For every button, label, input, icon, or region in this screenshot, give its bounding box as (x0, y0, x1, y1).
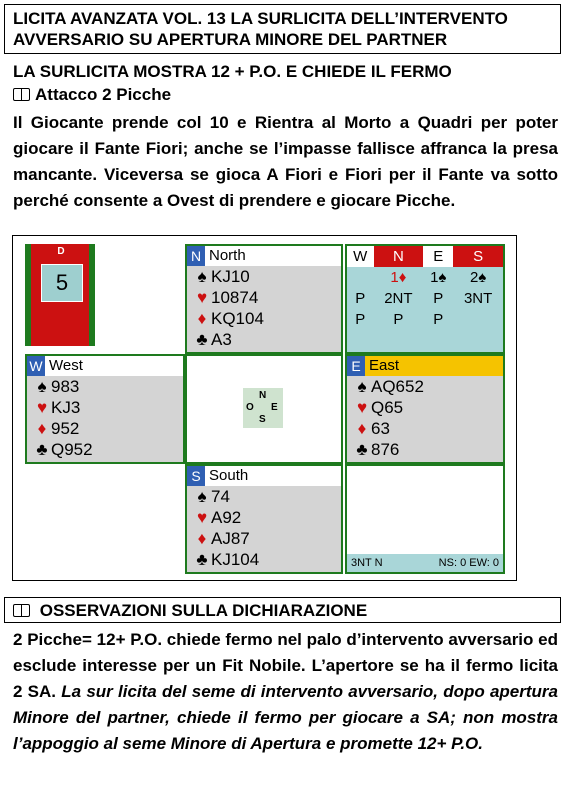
subtitle: LA SURLICITA MOSTRA 12 + P.O. E CHIEDE IL FERMO (13, 62, 452, 81)
diamond-icon: ♦ (197, 309, 207, 328)
bidding-table (347, 246, 503, 330)
heart-icon: ♥ (36, 398, 48, 417)
seat-badge: N (187, 246, 205, 266)
club-icon: ♣ (356, 440, 368, 459)
contract-box (345, 464, 505, 574)
compass-south: S (259, 414, 266, 425)
hand-west (25, 354, 185, 464)
observations-text (13, 627, 558, 757)
compass-east: E (271, 402, 278, 413)
lead-line (13, 84, 171, 105)
hearts-holding: KJ3 (51, 398, 81, 417)
bid-cell: 2♠ (469, 269, 487, 286)
heart-icon: ♥ (196, 288, 208, 307)
hand-name: West (49, 357, 83, 374)
bid-cell: 2NT (384, 290, 413, 307)
hand-name: North (209, 247, 246, 264)
lead-text: Attacco 2 Picche (35, 85, 172, 104)
clubs-holding: Q952 (51, 440, 93, 459)
seat-badge: W (27, 356, 45, 376)
bid-cell (347, 267, 374, 288)
compass (243, 388, 283, 428)
club-icon: ♣ (196, 330, 208, 349)
compass-west: O (246, 402, 254, 413)
deal-diagram (12, 235, 517, 581)
observations-bold: 2 Picche= 12+ P.O. chiede fermo nel palo d’intervento avversario ed esclude interesse per un Fit Nobile. L’apertore se ha il fermo licita 2 SA. (13, 630, 558, 701)
table-center (185, 354, 343, 464)
bid-cell: P (433, 290, 444, 307)
spade-icon: ♠ (197, 267, 207, 286)
heart-icon: ♥ (356, 398, 368, 417)
spades-holding: AQ652 (371, 377, 424, 396)
hand-south (185, 464, 343, 574)
spade-icon: ♠ (357, 377, 367, 396)
bid-header-s: S (453, 246, 503, 267)
observations-italic: La sur licita del seme di intervento avversario, dopo apertura Minore del partner, chiede il fermo per giocare a SA; non mostra l’appoggio al seme Minore di Apertura e promette 12+ P.O. (13, 682, 558, 753)
spades-holding: 983 (51, 377, 80, 396)
clubs-holding: A3 (211, 330, 232, 349)
book-icon (13, 87, 31, 101)
hand-north (185, 244, 343, 354)
clubs-holding: KJ104 (211, 550, 260, 569)
club-icon: ♣ (196, 550, 208, 569)
diamonds-holding: AJ87 (211, 529, 250, 548)
hearts-holding: Q65 (371, 398, 404, 417)
spades-holding: KJ10 (211, 267, 250, 286)
diamond-icon: ♦ (197, 529, 207, 548)
bid-cell: P (433, 311, 444, 328)
heart-icon: ♥ (196, 508, 208, 527)
title-line-1: LICITA AVANZATA VOL. 13 LA SURLICITA DELL’INTERVENTO (13, 9, 508, 28)
bid-cell: P (355, 290, 366, 307)
club-icon: ♣ (36, 440, 48, 459)
bidding-box (345, 244, 505, 354)
book-icon (13, 603, 31, 617)
bid-header-e: E (423, 246, 453, 267)
diamonds-holding: 63 (371, 419, 390, 438)
diamond-icon: ♦ (357, 419, 367, 438)
play-paragraph: Il Giocante prende col 10 e Rientra al Morto a Quadri per poter giocare il Fante Fiori; anche se l’impasse fallisce affranca la presa mancante. Viceversa se gioca A Fiori e Fiori per il Fante va sotto perché consente a Ovest di prendere e giocare Picche. (13, 113, 558, 210)
bid-cell: P (393, 311, 404, 328)
hand-name: South (209, 467, 249, 484)
bid-header-n: N (374, 246, 424, 267)
bid-cell: 1♠ (430, 269, 447, 286)
hand-east (345, 354, 505, 464)
title-line-2: AVVERSARIO SU APERTURA MINORE DEL PARTNER (13, 30, 448, 49)
hand-name: East (369, 357, 400, 374)
seat-badge: E (347, 356, 365, 376)
clubs-holding: 876 (371, 440, 400, 459)
diamond-icon: ♦ (37, 419, 47, 438)
bid-cell (453, 309, 503, 330)
bid-cell: 3NT (463, 290, 493, 307)
spade-icon: ♠ (197, 487, 207, 506)
bid-header-w: W (347, 246, 374, 267)
compass-north: N (259, 390, 267, 401)
diamonds-holding: KQ104 (211, 309, 264, 328)
board-indicator (25, 244, 185, 346)
board-number: 5 (41, 264, 83, 302)
score-label: NS: 0 EW: 0 (438, 557, 499, 569)
title-box (4, 4, 561, 54)
seat-badge: S (187, 466, 205, 486)
spades-holding: 74 (211, 487, 230, 506)
dealer-label: D (57, 246, 65, 257)
contract-bar (347, 554, 503, 572)
hearts-holding: 10874 (211, 288, 259, 307)
hearts-holding: A92 (211, 508, 242, 527)
bid-cell: 1♦ (390, 269, 407, 286)
observations-title: OSSERVAZIONI SULLA DICHIARAZIONE (39, 601, 368, 620)
spade-icon: ♠ (37, 377, 47, 396)
observations-header (4, 597, 561, 623)
diamonds-holding: 952 (51, 419, 80, 438)
contract-label: 3NT N (351, 557, 383, 569)
bid-cell: P (355, 311, 366, 328)
